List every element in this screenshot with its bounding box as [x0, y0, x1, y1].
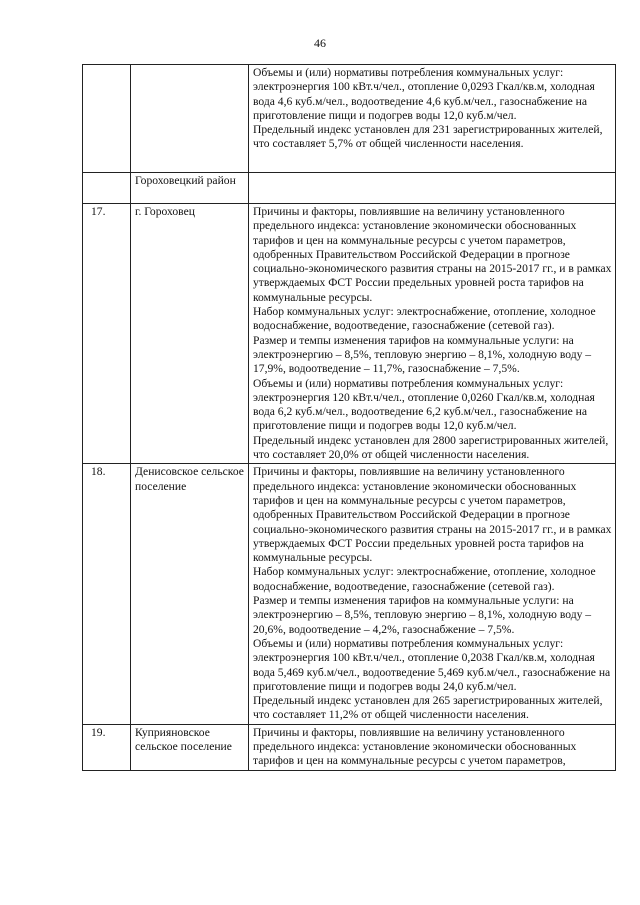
- paragraph: Предельный индекс установлен для 265 зарегистрированных жителей, что составляет 11,2% от общей численности населения.: [253, 694, 603, 722]
- paragraph: Причины и факторы, повлиявшие на величину установленного предельного индекса: установление экономически обоснованных тарифов и цен на коммунальные ресурсы с учетом параметров, одобренных Правительством Российской Федерации в прогнозе социально-экономического развития страны на 2015-2017 гг., и в рамках утверждаемых ФСТ России предельных уровней роста тарифов на коммунальные ресурсы.: [253, 205, 612, 304]
- table-row: [83, 204, 616, 464]
- description-cell: [249, 464, 616, 724]
- row-number: 18.: [83, 464, 131, 724]
- municipality-name: г. Гороховец: [131, 204, 249, 464]
- municipality-name: [131, 65, 249, 173]
- municipality-name: Куприяновское сельское поселение: [131, 724, 249, 770]
- municipality-name: Денисовское сельское поселение: [131, 464, 249, 724]
- table-row: [83, 464, 616, 724]
- paragraph: Причины и факторы, повлиявшие на величину установленного предельного индекса: установление экономически обоснованных тарифов и цен на коммунальные ресурсы с учетом параметров,: [253, 725, 577, 768]
- row-number: 19.: [83, 724, 131, 770]
- paragraph: Объемы и (или) нормативы потребления коммунальных услуг: электроэнергия 100 кВт.ч/чел., отопление 0,0293 Гкал/кв.м, холодная вода 4,6 куб.м/чел., водоотведение 4,6 куб.м/чел., газоснабжение на приготовление пищи и подогрев воды 12,0 куб.м/чел.: [253, 66, 595, 122]
- description-cell: [249, 173, 616, 204]
- page-number: 46: [314, 36, 326, 50]
- paragraph: Размер и темпы изменения тарифов на коммунальные услуги: на электроэнергию – 8,5%, тепловую энергию – 8,1%, холодную воду – 20,6%, водоотведение – 4,2%, газоснабжение – 7,5%.: [253, 594, 592, 636]
- table-row: [83, 724, 616, 770]
- tariff-index-table: [82, 64, 616, 771]
- row-number: 17.: [83, 204, 131, 464]
- paragraph: Причины и факторы, повлиявшие на величину установленного предельного индекса: установление экономически обоснованных тарифов и цен на коммунальные ресурсы с учетом параметров, одобренных Правительством Российской Федерации в прогнозе социально-экономического развития страны на 2015-2017 гг., и в рамках утверждаемых ФСТ России предельных уровней роста тарифов на коммунальные ресурсы.: [253, 465, 612, 565]
- description-cell: [249, 65, 616, 173]
- paragraph: Объемы и (или) нормативы потребления коммунальных услуг: электроэнергия 120 кВт.ч/чел., отопление 0,0260 Гкал/кв.м, холодная вода 6,2 куб.м/чел., водоотведение 6,2 куб.м/чел., газоснабжение на приготовление пищи и подогрев воды 12,0 куб.м/чел.: [253, 376, 595, 433]
- paragraph: Набор коммунальных услуг: электроснабжение, отопление, холодное водоснабжение, водоотведение, газоснабжение (сетевой газ).: [253, 565, 596, 593]
- table-row: [83, 65, 616, 173]
- district-name: Гороховецкий район: [131, 173, 249, 204]
- description-cell: [249, 724, 616, 770]
- table-row: [83, 173, 616, 204]
- paragraph: Набор коммунальных услуг: электроснабжение, отопление, холодное водоснабжение, водоотведение, газоснабжение (сетевой газ).: [253, 305, 596, 333]
- paragraph: Предельный индекс установлен для 2800 зарегистрированных жителей, что составляет 20,0% от общей численности населения.: [253, 433, 609, 462]
- description-cell: [249, 204, 616, 464]
- paragraph: Предельный индекс установлен для 231 зарегистрированных жителей, что составляет 5,7% от общей численности населения.: [253, 123, 603, 151]
- row-number: [83, 173, 131, 204]
- row-number: [83, 65, 131, 173]
- paragraph: Объемы и (или) нормативы потребления коммунальных услуг: электроэнергия 100 кВт.ч/чел., отопление 0,2038 Гкал/кв.м, холодная вода 5,469 куб.м/чел., водоотведение 5,469 куб.м/чел., газоснабжение на приготовление пищи и подогрев воды 24,0 куб.м/чел.: [253, 636, 611, 693]
- paragraph: Размер и темпы изменения тарифов на коммунальные услуги: на электроэнергию – 8,5%, тепловую энергию – 8,1%, холодную воду – 17,9%, водоотведение – 11,7%, газоснабжение – 7,5%.: [253, 333, 592, 376]
